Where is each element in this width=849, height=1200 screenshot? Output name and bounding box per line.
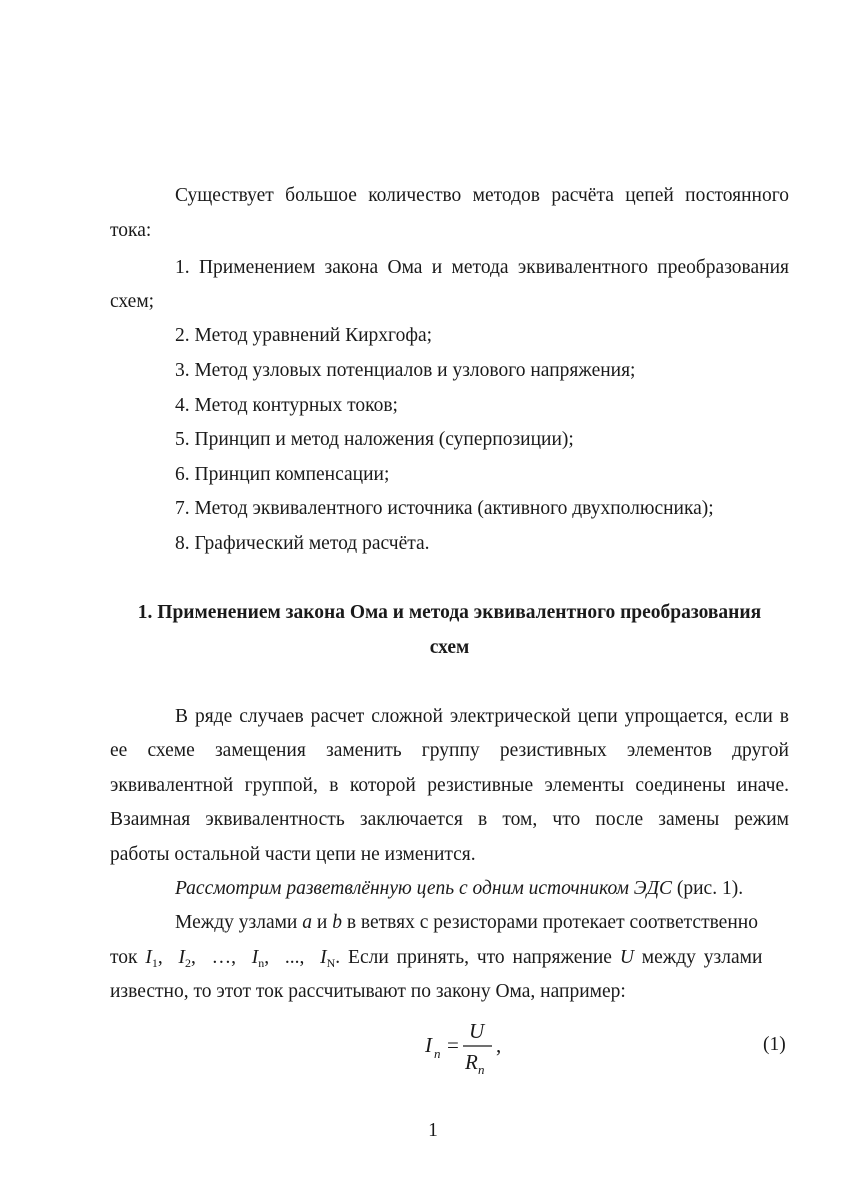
- formula-lhs-sub: n: [434, 1046, 441, 1061]
- paragraph-1-line-1: В ряде случаев расчет сложной электрической цепи упрощается, если в: [175, 706, 789, 727]
- method-item-1-cont: схем;: [110, 291, 155, 312]
- paragraph-3-line-1: [175, 911, 789, 935]
- paragraph-3-line-2: [110, 946, 789, 970]
- comma-4: ,: [264, 947, 270, 968]
- comma-1: ,: [157, 947, 163, 968]
- p3-l1-b: и: [312, 912, 333, 933]
- formula-denominator: R: [465, 1050, 478, 1074]
- symbol-In: I: [251, 947, 259, 968]
- page-number: 1: [428, 1120, 438, 1141]
- paragraph-1-line-3: эквивалентной группой, в которой резистивные элементы соединены иначе.: [110, 775, 789, 796]
- formula-lhs: I: [425, 1033, 432, 1057]
- method-item-3: 3. Метод узловых потенциалов и узлового напряжения;: [175, 360, 636, 381]
- comma-2: ,: [191, 947, 196, 968]
- formula-equals: =: [447, 1033, 459, 1057]
- sub-N: N: [326, 956, 336, 970]
- sub-n: n: [258, 956, 265, 970]
- paragraph-2-italic: Рассмотрим разветвлённую цепь с одним источником ЭДС: [175, 878, 672, 899]
- paragraph-1-line-4: Взаимная эквивалентность заключается в том, что после замены режим: [110, 809, 789, 830]
- method-item-2: 2. Метод уравнений Кирхгофа;: [175, 325, 433, 346]
- intro-line-2: тока:: [110, 220, 152, 241]
- comma-5: ,: [299, 947, 305, 968]
- section-heading-line-2: схем: [429, 637, 470, 658]
- symbol-a: a: [302, 912, 312, 933]
- intro-line-1: Существует большое количество методов расчёта цепей постоянного: [175, 185, 789, 206]
- method-item-5: 5. Принцип и метод наложения (суперпозиции);: [175, 429, 574, 450]
- method-item-7: 7. Метод эквивалентного источника (активного двухполюсника);: [175, 498, 714, 519]
- symbol-I2: I: [178, 947, 185, 968]
- symbol-b: b: [332, 912, 342, 933]
- symbol-I1: I: [145, 947, 152, 968]
- formula-den-sub: n: [478, 1062, 485, 1077]
- section-heading-line-1: 1. Применением закона Ома и метода эквивалентного преобразования: [137, 602, 762, 623]
- p3-l2-c: между узлами: [633, 947, 763, 968]
- paragraph-1-line-5: работы остальной части цепи не изменится.: [110, 844, 476, 865]
- method-item-6: 6. Принцип компенсации;: [175, 464, 390, 485]
- formula-numerator: U: [469, 1019, 485, 1043]
- equation-number: (1): [763, 1034, 786, 1055]
- p3-l1-wrap: [175, 911, 758, 935]
- sub-1: 1: [151, 956, 158, 970]
- symbol-U: U: [619, 947, 634, 968]
- p3-l2-b: . Если принять, что напряжение: [335, 947, 620, 968]
- ohm-law-formula: [415, 1018, 535, 1078]
- method-item-4: 4. Метод контурных токов;: [175, 395, 398, 416]
- ellipsis-1: …: [211, 947, 232, 968]
- comma-3: ,: [231, 947, 236, 968]
- paragraph-2: [175, 877, 743, 901]
- ellipsis-2: ...: [284, 947, 300, 968]
- sub-2: 2: [185, 956, 191, 970]
- p3-l2-a: ток: [110, 947, 146, 968]
- p3-l1-a: Между узлами: [175, 912, 303, 933]
- p3-l1-c: в ветвях с резисторами протекает соответственно: [341, 912, 758, 933]
- method-item-8: 8. Графический метод расчёта.: [175, 533, 430, 554]
- formula-trail: ,: [496, 1033, 502, 1057]
- paragraph-3-line-3: известно, то этот ток рассчитывают по закону Ома, например:: [110, 981, 626, 1002]
- paragraph-1-line-2: ее схеме замещения заменить группу резистивных элементов другой: [110, 740, 789, 761]
- symbol-IN: I: [320, 947, 327, 968]
- paragraph-2-tail: (рис. 1).: [672, 878, 744, 899]
- method-item-1: 1. Применением закона Ома и метода эквивалентного преобразования: [175, 257, 789, 278]
